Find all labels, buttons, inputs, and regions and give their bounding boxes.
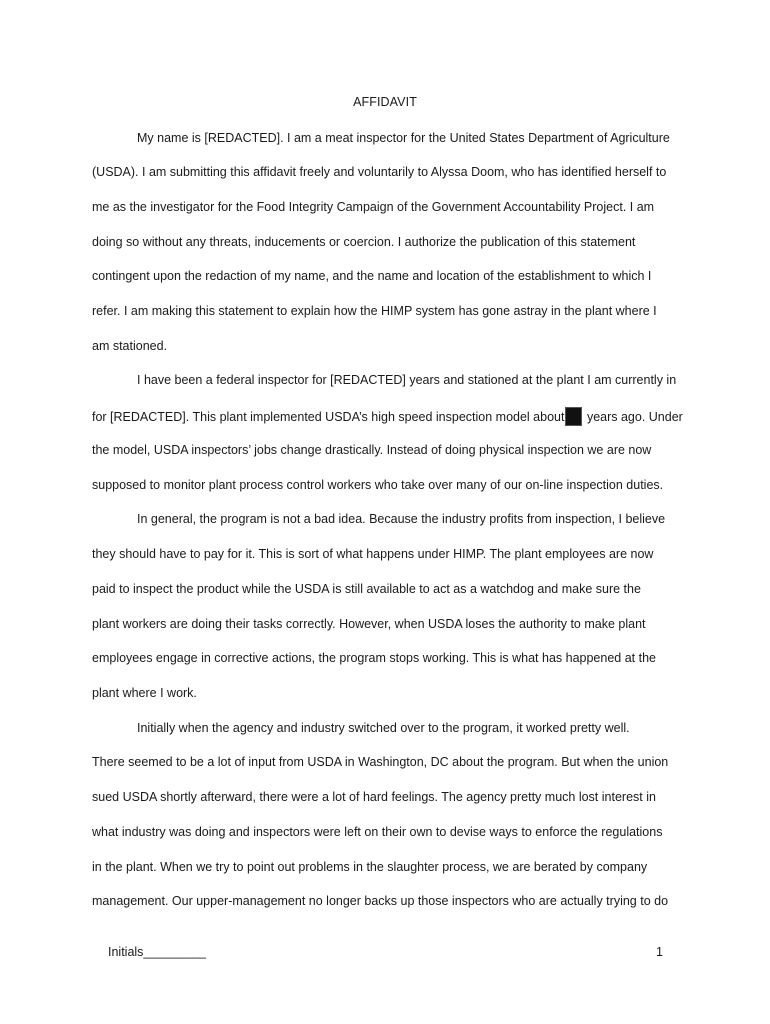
document-title: AFFIDAVIT <box>353 95 417 109</box>
paragraph-3-line-4: plant workers are doing their tasks correctly. However, when USDA loses the authority to make plant <box>92 617 646 631</box>
paragraph-4-line-1: Initially when the agency and industry switched over to the program, it worked pretty well. <box>137 721 630 735</box>
paragraph-1-line-7: am stationed. <box>92 339 168 353</box>
paragraph-1-line-2: (USDA). I am submitting this affidavit freely and voluntarily to Alyssa Doom, who has identified herself to <box>92 165 667 179</box>
paragraph-2-line-4: supposed to monitor plant process control workers who take over many of our on-line inspection duties. <box>92 478 664 492</box>
paragraph-1-line-6: refer. I am making this statement to explain how the HIMP system has gone astray in the plant where I <box>92 304 657 318</box>
paragraph-4-line-5: in the plant. When we try to point out problems in the slaughter process, we are berated by company <box>92 860 648 874</box>
paragraph-4-line-2: There seemed to be a lot of input from USDA in Washington, DC about the program. But when the union <box>92 755 669 769</box>
paragraph-1-line-1: My name is [REDACTED]. I am a meat inspector for the United States Department of Agriculture <box>137 131 670 145</box>
paragraph-3-line-5: employees engage in corrective actions, the program stops working. This is what has happened at the <box>92 651 656 665</box>
paragraph-3-line-3: paid to inspect the product while the USDA is still available to act as a watchdog and make sure the <box>92 582 641 596</box>
paragraph-2-line-3: the model, USDA inspectors’ jobs change drastically. Instead of doing physical inspection we are now <box>92 443 652 457</box>
paragraph-1-line-5: contingent upon the redaction of my name, and the name and location of the establishment to which I <box>92 269 652 283</box>
paragraph-1-line-4: doing so without any threats, inducements or coercion. I authorize the publication of this statement <box>92 235 636 249</box>
paragraph-1-line-3: me as the investigator for the Food Integrity Campaign of the Government Accountability Project. I am <box>92 200 655 214</box>
initials-line: Initials_________ <box>108 945 206 959</box>
paragraph-4-line-3: sued USDA shortly afterward, there were a lot of hard feelings. The agency pretty much lost interest in <box>92 790 656 804</box>
paragraph-4-line-4: what industry was doing and inspectors were left on their own to devise ways to enforce the regulations <box>92 825 663 839</box>
redaction-block <box>565 407 582 426</box>
paragraph-3-line-2: they should have to pay for it. This is sort of what happens under HIMP. The plant employees are now <box>92 547 654 561</box>
paragraph-2-line-1: I have been a federal inspector for [REDACTED] years and stationed at the plant I am currently in <box>137 373 677 387</box>
redacted-line-before: for [REDACTED]. This plant implemented USDA’s high speed inspection model about <box>92 410 565 424</box>
paragraph-4-line-6: management. Our upper-management no longer backs up those inspectors who are actually trying to do <box>92 894 669 908</box>
paragraph-3-line-1: In general, the program is not a bad idea. Because the industry profits from inspection, I believe <box>137 512 666 526</box>
paragraph-3-line-6: plant where I work. <box>92 686 197 700</box>
page-number: 1 <box>656 945 663 959</box>
redacted-line-after: years ago. Under <box>583 410 683 424</box>
paragraph-2-line-2 <box>92 407 692 426</box>
